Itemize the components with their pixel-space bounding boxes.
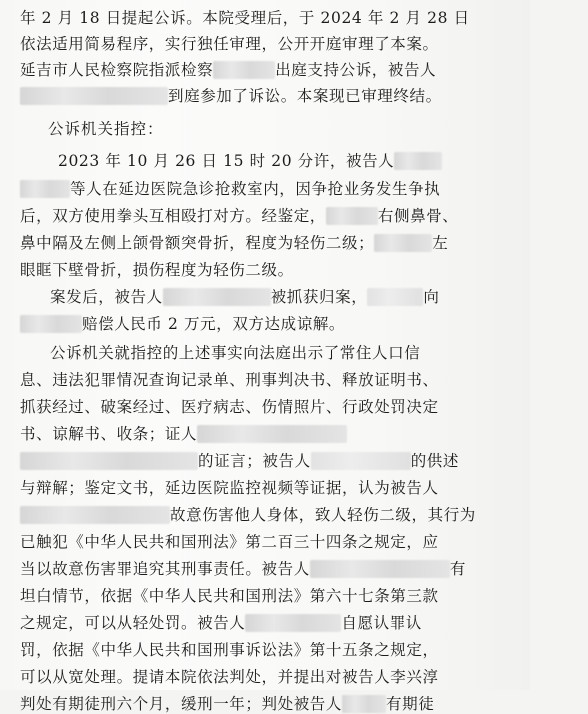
text-segment: 赔偿人民币 2 万元，双方达成谅解。 bbox=[82, 315, 346, 333]
text-segment: 当以故意伤害罪追究其刑事责任。被告人 bbox=[20, 560, 310, 578]
text-segment: 到庭参加了诉讼。本案现已审理终结。 bbox=[168, 87, 442, 105]
text-line bbox=[0, 613, 550, 633]
text-segment: 延吉市人民检察院指派检察 bbox=[20, 61, 214, 79]
text-line bbox=[0, 260, 550, 280]
text-segment: 案发后，被告人 bbox=[50, 288, 163, 306]
text-segment: 的证言；被告人 bbox=[198, 452, 311, 470]
redacted-name-block bbox=[20, 87, 168, 105]
text-line bbox=[0, 34, 550, 54]
text-line bbox=[0, 370, 550, 390]
text-line bbox=[0, 640, 550, 660]
text-line bbox=[0, 559, 550, 579]
text-segment: 的供述 bbox=[410, 452, 460, 470]
text-segment: 故意伤害他人身体，致人轻伤二级，其行为 bbox=[170, 506, 476, 524]
text-line bbox=[0, 287, 580, 307]
redacted-name-block bbox=[197, 425, 347, 443]
redacted-name-block bbox=[367, 288, 423, 306]
text-line bbox=[0, 60, 550, 80]
text-segment: 有期徒 bbox=[386, 695, 435, 713]
text-segment: 向 bbox=[423, 288, 440, 306]
text-line bbox=[0, 667, 550, 687]
redacted-name-block bbox=[20, 180, 70, 198]
text-line bbox=[0, 151, 588, 171]
redacted-name-block bbox=[342, 695, 386, 713]
redacted-name-block bbox=[245, 614, 341, 632]
text-line bbox=[0, 424, 550, 444]
redacted-name-block bbox=[20, 315, 82, 333]
redacted-name-block bbox=[326, 207, 378, 225]
redacted-name-block bbox=[20, 452, 198, 470]
text-segment: 后，双方使用拳头互相殴打对方。经鉴定， bbox=[20, 207, 326, 225]
text-segment: 2023 年 10 月 26 日 15 时 20 分许，被告人 bbox=[58, 152, 395, 170]
redacted-name-block bbox=[311, 452, 411, 470]
redacted-name-block bbox=[394, 152, 442, 170]
text-segment: 息、违法犯罪情况查询记录单、刑事判决书、释放证明书、 bbox=[20, 371, 439, 389]
text-line bbox=[0, 478, 550, 498]
text-line bbox=[0, 451, 550, 471]
text-line bbox=[0, 179, 550, 199]
text-line bbox=[0, 586, 550, 606]
text-line bbox=[0, 532, 550, 552]
text-segment: 坦白情节，依据《中华人民共和国刑法》第六十七条第三款 bbox=[20, 587, 439, 605]
redacted-name-block bbox=[310, 560, 450, 578]
text-segment: 有 bbox=[449, 560, 466, 578]
redacted-name-block bbox=[163, 288, 271, 306]
text-line bbox=[0, 397, 550, 417]
text-segment: 与辩解；鉴定文书，延边医院监控视频等证据，认为被告人 bbox=[20, 479, 439, 497]
text-segment: 左 bbox=[432, 234, 449, 252]
text-segment: 被抓获归案， bbox=[270, 288, 368, 306]
redacted-name-block bbox=[213, 61, 275, 79]
redacted-name-block bbox=[20, 506, 170, 524]
text-segment: 鼻中隔及左侧上颌骨额突骨折，程度为轻伤二级； bbox=[20, 234, 375, 252]
text-segment: 出庭支持公诉，被告人 bbox=[275, 61, 437, 79]
text-segment: 年 2 月 18 日提起公诉。本院受理后，于 2024 年 2 月 28 日 bbox=[20, 9, 470, 27]
text-segment: 公诉机关指控： bbox=[48, 120, 164, 138]
text-segment: 公诉机关就指控的上述事实向法庭出示了常住人口信 bbox=[50, 344, 421, 362]
redacted-name-block bbox=[374, 234, 432, 252]
text-line bbox=[0, 505, 550, 525]
text-segment: 判处有期徒刑六个月，缓刑一年；判处被告人 bbox=[20, 695, 343, 713]
text-line bbox=[0, 694, 550, 714]
text-line bbox=[0, 233, 550, 253]
text-segment: 眼眶下壁骨折，损伤程度为轻伤二级。 bbox=[20, 261, 294, 279]
text-segment: 自愿认罪认 bbox=[341, 614, 422, 632]
text-segment: 等人在延边医院急诊抢救室内，因争抢业务发生争执 bbox=[70, 180, 441, 198]
text-line bbox=[0, 343, 580, 363]
text-segment: 罚，依据《中华人民共和国刑事诉讼法》第十五条之规定， bbox=[20, 641, 439, 659]
text-line bbox=[0, 119, 578, 139]
text-line bbox=[0, 206, 550, 226]
text-line bbox=[0, 86, 550, 106]
text-segment: 可以从宽处理。提请本院依法判处，并提出对被告人李兴淳 bbox=[20, 668, 439, 686]
text-line bbox=[0, 8, 550, 28]
text-segment: 依法适用简易程序，实行独任审理，公开开庭审理了本案。 bbox=[20, 35, 439, 53]
text-line bbox=[0, 314, 550, 334]
text-segment: 已触犯《中华人民共和国刑法》第二百三十四条之规定，应 bbox=[20, 533, 439, 551]
text-segment: 之规定，可以从轻处罚。被告人 bbox=[20, 614, 246, 632]
text-segment: 书、谅解书、收条；证人 bbox=[20, 425, 198, 443]
text-segment: 右侧鼻骨、 bbox=[377, 207, 459, 225]
text-segment: 抓获经过、破案经过、医疗病志、伤情照片、行政处罚决定 bbox=[20, 398, 439, 416]
